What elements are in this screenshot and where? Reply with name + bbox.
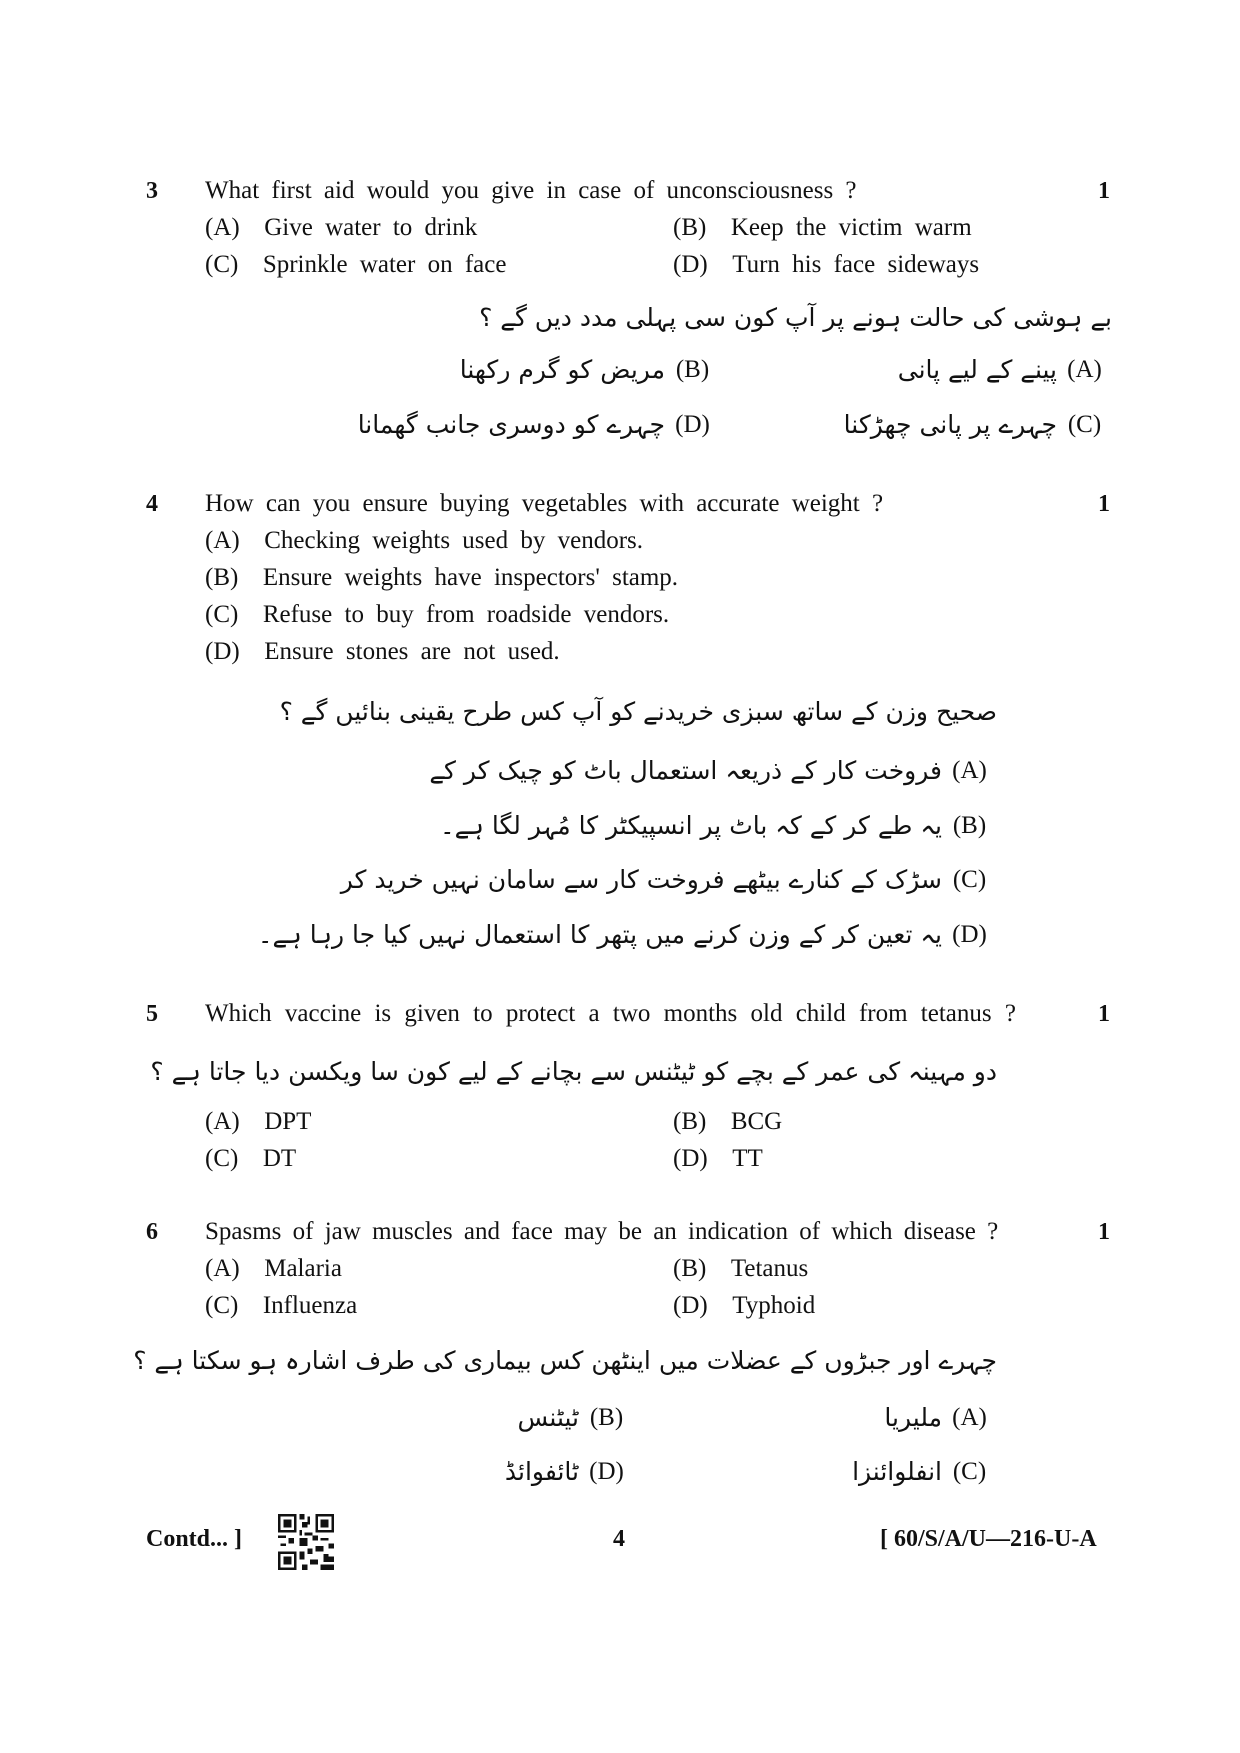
urdu-option-b: (B) ٹیٹنس (517, 1403, 624, 1432)
option-c: (C) Influenza (205, 1292, 358, 1319)
option-a: (A) DPT (205, 1108, 312, 1135)
option-d: (D) Ensure stones are not used. (205, 638, 560, 665)
option-d: (D) TT (673, 1145, 763, 1172)
urdu-question-text: چہرے اور جبڑوں کے عضلات میں اینٹھن کس بیماری کی طرف اشارہ ہو سکتا ہے ؟ (133, 1346, 997, 1375)
urdu-question-text: بے ہوشی کی حالت ہونے پر آپ کون سی پہلی مدد دیں گے ؟ (479, 303, 1112, 332)
option-a: (A) Checking weights used by vendors. (205, 527, 644, 554)
question-marks: 1 (1098, 1001, 1110, 1027)
urdu-option-c: (C) چہرے پر پانی چھڑکنا (843, 410, 1102, 439)
urdu-option-d: (D) چہرے کو دوسری جانب گھمانا (357, 410, 710, 439)
question-number: 5 (146, 1001, 158, 1027)
urdu-option-b: (B) یہ طے کر کے کہ باٹ پر انسپیکٹر کا مُہر لگا ہے۔ (439, 811, 987, 840)
question-marks: 1 (1098, 1219, 1110, 1245)
option-a: (A) Give water to drink (205, 214, 478, 241)
question-text: Which vaccine is given to protect a two months old child from tetanus ? (205, 1000, 1016, 1027)
question-text: Spasms of jaw muscles and face may be an indication of which disease ? (205, 1218, 999, 1245)
option-b: (B) Ensure weights have inspectors' stamp. (205, 564, 679, 591)
question-text: What first aid would you give in case of unconsciousness ? (205, 177, 857, 204)
question-text: How can you ensure buying vegetables with accurate weight ? (205, 490, 884, 517)
paper-code: [ 60/S/A/U—216-U-A (880, 1526, 1097, 1552)
option-b: (B) Tetanus (673, 1255, 809, 1282)
option-c: (C) Sprinkle water on face (205, 251, 507, 278)
option-c: (C) Refuse to buy from roadside vendors. (205, 601, 670, 628)
urdu-option-a: (A) ملیریا (884, 1403, 987, 1432)
question-number: 6 (146, 1219, 158, 1245)
page-number: 4 (613, 1526, 625, 1552)
option-b: (B) Keep the victim warm (673, 214, 972, 241)
question-number: 3 (146, 178, 158, 204)
urdu-option-d: (D) یہ تعین کر کے وزن کرنے میں پتھر کا استعمال نہیں کیا جا رہا ہے۔ (257, 920, 987, 949)
option-a: (A) Malaria (205, 1255, 342, 1282)
urdu-question-text: دو مہینہ کی عمر کے بچے کو ٹیٹنس سے بچانے کے لیے کون سا ویکسن دیا جاتا ہے ؟ (150, 1057, 997, 1086)
option-b: (B) BCG (673, 1108, 783, 1135)
question-marks: 1 (1098, 491, 1110, 517)
urdu-option-c: (C) سڑک کے کنارے بیٹھے فروخت کار سے سامان نہیں خرید کر (340, 865, 987, 894)
qr-code-icon (278, 1514, 334, 1570)
urdu-question-text: صحیح وزن کے ساتھ سبزی خریدنے کو آپ کس طرح یقینی بنائیں گے ؟ (279, 697, 997, 726)
urdu-option-a: (A) پینے کے لیے پانی (897, 355, 1102, 384)
option-d: (D) Typhoid (673, 1292, 816, 1319)
urdu-option-b: (B) مریض کو گرم رکھنا (459, 355, 710, 384)
urdu-option-c: (C) انفلوائنزا (852, 1457, 987, 1486)
option-d: (D) Turn his face sideways (673, 251, 980, 278)
urdu-option-a: (A) فروخت کار کے ذریعہ استعمال باٹ کو چیک کر کے (429, 756, 987, 785)
contd-label: Contd... ] (146, 1526, 243, 1552)
question-number: 4 (146, 491, 158, 517)
option-c: (C) DT (205, 1145, 297, 1172)
urdu-option-d: (D) ٹائفوائڈ (504, 1457, 624, 1486)
question-marks: 1 (1098, 178, 1110, 204)
